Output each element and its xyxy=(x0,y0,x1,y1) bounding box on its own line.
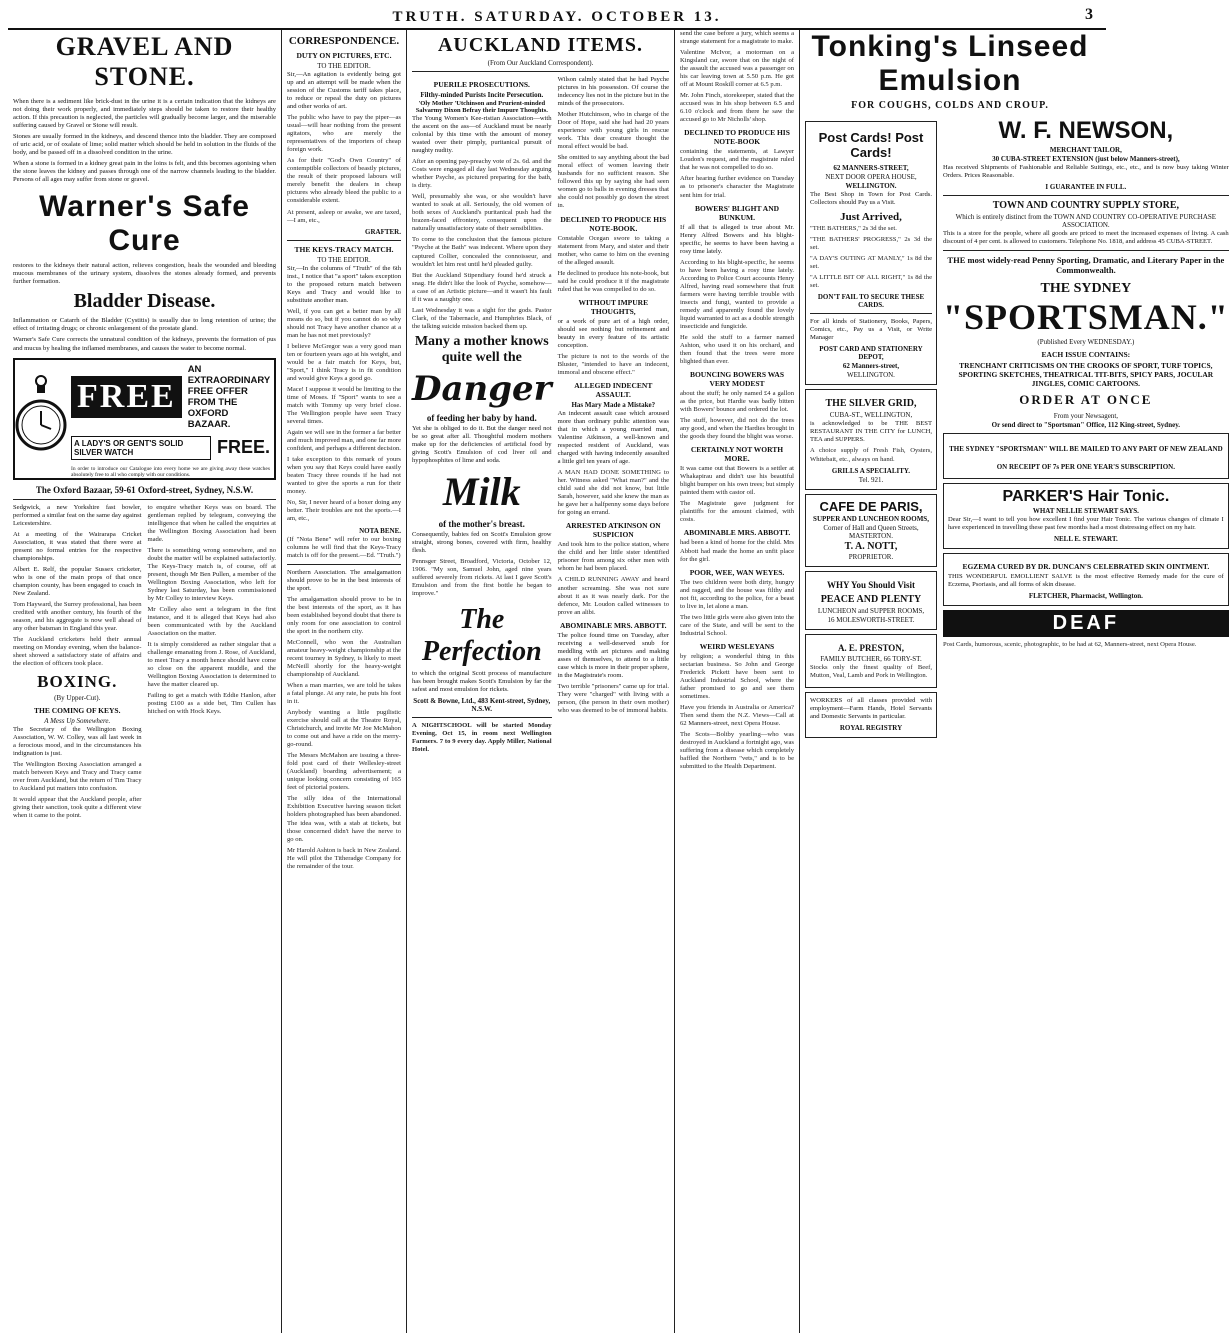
column-1 xyxy=(8,30,282,1333)
newson-trade: MERCHANT TAILOR, xyxy=(1049,146,1122,154)
boxing-heading: BOXING. xyxy=(37,672,118,692)
nightschool-ad: A NIGHTSCHOOL will be started Monday Evening, Oct 15, in room next Wellington Farmers. 7 to 9 every day. Apply Miller, National Hotel. xyxy=(412,722,552,754)
oxford-bazaar-ad: FREE AN EXTRAORDINARY FREE OFFER FROM THE OXFORD BAZAAR. A LADY'S OR GENT'S SOLID SILVER WATCH FREE. In order to introduce our Catalogue into every home we are giving away these watches absolutely free to all who comply with our conditions. xyxy=(13,358,276,480)
masthead xyxy=(8,6,1106,30)
silver-grid-tel: Tel. 921. xyxy=(858,475,884,484)
puerile-subheading-2: 'Oly Mother 'Utchinson and Prurient-minded Salvarmy Dixon Befray their Impure Thoughts. xyxy=(415,100,548,114)
postcards-tagline: The Best Shop in Town for Post Cards. Collectors should Pay us a Visit. xyxy=(810,191,932,207)
peace-subheading: LUNCHEON and SUPPER ROOMS, xyxy=(817,606,925,615)
keys-paragraph: Sir,—In the columns of "Truth" of the 6th inst., I notice that "a sport" takes exception to the proposed return match between Keys and Tracy and would like to substitute another man. xyxy=(287,264,401,304)
declined-heading: DECLINED TO PRODUCE HIS NOTE-BOOK. xyxy=(560,214,667,233)
card-item: "THE BATHERS," 2s 3d the set. xyxy=(810,225,897,233)
preston-ad: A. E. PRESTON, FAMILY BUTCHER, 66 TORY-ST. Stocks only the finest quality of Beef, Mutton, Veal, Lamb and Pork in Wellington. xyxy=(805,634,937,688)
bouncing-heading: BOUNCING BOWERS WAS VERY MODEST xyxy=(689,370,785,389)
gravel-paragraph: When there is a sediment like brick-dust in the urine it is a certain indication that the kidneys are not doing their work properly, and immediately steps should be taken to restore their healthy action. If this precaution is neglected, the particles will gradually become larger, and the miserable suffering caused by Gravel or Stone will result. xyxy=(13,98,276,130)
signature-grafter: GRAFTER. xyxy=(365,227,401,236)
gravel-paragraph: When a stone is formed in a kidney great pain in the loins is felt, and this becomes agonising when the stone leaves the kidney and passes through one of the narrow channels leading to the bladder. Persons of all ages may suffer from stone or gravel. xyxy=(13,160,276,184)
card-item: "THE BATHERS' PROGRESS," 2s 3d the set. xyxy=(810,236,932,252)
order-heading: ORDER AT ONCE xyxy=(1019,392,1153,408)
bladder-paragraph: Inflammation or Catarrh of the Bladder (Cystitis) is usually due to long retention of urine; the effect of irritating drugs; or chronic enlargement of the prostate gland. xyxy=(13,317,276,333)
milk-subheading: of the mother's breast. xyxy=(438,518,525,529)
the-sydney: THE SYDNEY xyxy=(1040,280,1132,296)
warner-heading: Warner's Safe Cure xyxy=(39,190,250,258)
weird-heading: WEIRD WESLEYANS xyxy=(699,641,775,651)
silver-grid-text: is acknowledged to be THE BEST RESTAURANT IN THE CITY for LUNCH, TEA and SUPPERS. xyxy=(810,420,932,444)
eczema-signature: FLETCHER, Pharmacist, Wellington. xyxy=(1028,592,1143,601)
parker-heading: PARKER'S Hair Tonic. xyxy=(1002,488,1170,506)
free-label: FREE. xyxy=(217,437,271,458)
cafe-subheading: SUPPER AND LUNCHEON ROOMS, xyxy=(813,514,929,523)
keys-tracy-heading: THE KEYS-TRACY MATCH. xyxy=(294,244,394,254)
cafe-address: Corner of Hall and Queen Streets, MASTERTON. xyxy=(823,523,919,540)
each-issue: EACH ISSUE CONTAINS: xyxy=(1041,349,1131,359)
abominable-paragraph: The police found time on Tuesday, after receiving a well-deserved snub for meddling with art pictures and making asses of themselves, to attend to a little case which is more in their proper sphere, in the Magistrate's room. xyxy=(557,631,669,679)
eczema-heading: EGZEMA CURED BY DR. DUNCAN'S CELEBRATED SKIN OINTMENT. xyxy=(962,562,1210,572)
keys-paragraph-2: Northern Association. The amalgamation should prove to be in the best interests of the sport. xyxy=(287,568,401,592)
peace-ad xyxy=(805,571,937,630)
supply-subheading: Which is entirely distinct from the TOWN AND COUNTRY CO-OPERATIVE PURCHASE ASSOCIATION. xyxy=(955,213,1217,230)
column-2: CORRESPONDENCE. DUTY ON PICTURES, ETC. TO THE EDITOR. Sir,—An agitation is evidently being got up and an attempt will be made when the session of the Customs tariff takes place, to reduce or repeal the duty on pictures and other works of art. The public who have to pay the piper—as usual—will hear nothing from the present agitators, who are merely the representatives of the importers of cheap foreign work. As for their "God's Own Country" of contemptible collectors of beastly pictures, the result of their proposed labours will merely benefit the dealers in cheap pictures who already bleed the public to a considerable extent. At present, asleep or awake, we are taxed,—I am, etc., GRAFTER. THE KEYS-TRACY MATCH. TO THE EDITOR. Sir,—In the columns of "Truth" of the 6th inst., I notice that "a sport" takes exception to the proposed return match between Keys and Tracy and would like to substitute another man. Well, if you can get a better man by all means do so, but if you cannot do so why should not Tracy have another chance at a man he has not met previously? I believe McGregor was a very good man ten or fourteen years ago at his weight, and would be a fair match for Keys, but, "Sport," I think Tracy is in fit condition and would give Keys a good go. Mace! I suppose it would be limiting to the time of Moses. If "Sport" wants to see a match with Tommy up very brief close. The Wellington people have seen Tracy several times. Again we will see in the former a far better and much improved man, and one far more confident, and perhaps a different decision. I take exception to this remark of yours when you say that Keys could have easily beaten Tracy three rounds if he had not wanted to give the sports a run for their money. No, Sir, I never heard of a boxer doing any better. Their troubles are not the sports.—I am, etc., NOTA BENE. (If "Nota Bene" will refer to our boxing columns he will find that the Keys-Tracy match is off for the present.—Ed. "Truth.") Northern Association. The amalgamation should prove to be in the best interests of the sport. The amalgamation should prove to be in the best interests of the sport, as it has been established beyond doubt that there is only room for one association to control the sport in the northern city. McConnell, who won the Australian amateur heavy-weight championship at the recent tourney in Sydney, is likely to meet McNeill shortly for the heavy-weight championship of Auckland. When a man marries, we are told he takes a fatal plunge. At any rate, he puts his foot in it. Anybody wanting a little pugilistic exercise should call at the Theatre Royal, Christchurch, and invite Mr Joe McMahon to come out and have a ride on the merry-go-round. The Messrs McMahon are issuing a three-fold post card of their Wellesley-street (Auckland) boarding advertisement; a unique looking concern consisting of 165 feet of pictorial posters. The silly idea of the International Exhibition Executive having season ticket holders photographed has been abandoned. The idea was, with a stab at tickets, but those concerned didn't have the nerve to go on. Mr Harold Ashton is back in New Zealand. He will pilot the Titheradge Company for the remainder of the tour. xyxy=(282,30,407,1333)
coming-of-keys-heading: THE COMING OF KEYS. xyxy=(34,706,121,716)
boxing-byline: (By Upper-Cut). xyxy=(54,694,101,703)
column-3 xyxy=(407,30,675,1333)
scott-address: Scott & Bowne, Ltd., 483 Kent-street, Sydney, N.S.W. xyxy=(413,697,551,714)
perfection-heading: The Perfection xyxy=(421,604,542,668)
duty-heading: DUTY ON PICTURES, ETC. xyxy=(296,51,392,60)
column-container xyxy=(8,30,1229,1333)
newsagent-line: From your Newsagent, xyxy=(1053,412,1119,421)
puerile-heading: PUERILE PROSECUTIONS. xyxy=(433,80,530,89)
masthead-title: TRUTH. SATURDAY. OCTOBER 13. xyxy=(392,8,722,25)
workers-text: WORKERS of all classes provided with employment—Farm Hands, Hotel Servants and Domestic Servants in particular. xyxy=(810,696,932,720)
postcards-note: Post Cards, humorous, scenic, photographic, to be had at 62, Manners-street, next Opera House. xyxy=(943,641,1197,649)
postcards-address: NEXT DOOR OPERA HOUSE, xyxy=(825,173,917,181)
postcards-heading: Post Cards! Post Cards! xyxy=(818,130,924,160)
mess-up-subheading: A Mess Up Somewhere. xyxy=(44,717,111,726)
alleged-subheading: Has Mary Made a Mistake? xyxy=(571,400,656,409)
signature-nota-bene: NOTA BENE. xyxy=(359,526,401,535)
depot-city: WELLINGTON. xyxy=(847,371,895,380)
depot-address: 62 Manners-street, xyxy=(842,362,900,371)
gravel-paragraph: Stones are usually formed in the kidneys, and descend thence into the bladder. They are composed of uric acid, or of oxalate of lime; solid matter which should be held in solution in the fluids of the body, and be passed off in a dissolved condition in the urine. xyxy=(13,133,276,157)
column-4: send the case before a jury, which seems a strange statement for a magistrate to make. Valentine McIvor, a motorman on a Kingsland car, swore that on the night of the assault the accused was a passenger on his car leaving town at 5.50 p.m. He got off at Mount Roskill corner at 6.5 p.m. Mr. John Finch, storekeeper, stated that the accused was in his shop between 6.5 and 6.10 o'clock and from there he saw the accused go to Mr Nicholls' shop. DECLINED TO PRODUCE HIS NOTE-BOOK containing the statements, at Lawyer Loudon's request, and the magistrate ruled that he was not compelled to do so. After hearing further evidence on Tuesday as to prisoner's character the Magistrate sent him for trial. BOWERS' BLIGHT AND BUNKUM. If all that is alleged is true about Mr. Henry Alfred Bowers and his blight-specific, he seems to have been having a rosy time lately. According to his blight-specific, he seems to have been having a rosy time lately. According to Police Court accounts Henry Alfred, having read somewhere that fruit farmers were having terrible trouble with insects and fungi, wanted to provide a remedy and apparently found the lovely liquid warranted to act as a double strength insecticide and fungicide. He sold the stuff to a farmer named Ashton, who used it on his orchard, and then found that the trees were more blighted than ever. BOUNCING BOWERS WAS VERY MODEST about the stuff; he only named £4 a gallon as the price, but Hardie was badly bitten with Bowers' bounce and ordered the lot. The stuff, however, did not do the trees any good, and when the Hardies brought in the goods they found the blight was worse. CERTAINLY NOT WORTH MORE. It was came out that Bowers is a settler at Whakapirau and didn't use his beautiful blight bumper on his own trees; but simply painted them with castor oil. The Magistrate gave judgment for plaintiffs for the amount claimed, with costs. ABOMINABLE MRS. ABBOTT. had been a kind of home for the child. Mrs Abbott had made the home an unfit place for the girl. POOR, WEE, WAN WEYES. The two children were both dirty, hungry and ragged, and the house was filthy and not fit, according to the police, for a beast to live in, let alone a man. The two little girls were also given into the care of the State, and will be sent to the Industrial School. WEIRD WESLEYANS by religion; a wonderful thing in this sectarian business. So John and George Frederick Pickett have been sent to Auckland Industrial School, where the father promised to go and see them sometimes. Have you friends in Australia or America? Then send them the N.Z. Views—Call at 62 Manners-street, next Opera House. The Scots—Boltby yearling—who was destroyed in Auckland a fortnight ago, was suffering from a disease which completely baffled the Northern "vets," and is to be submitted to the Health Department. xyxy=(675,30,800,1333)
deaf-banner: DEAF xyxy=(943,610,1229,637)
cafe-proprietor-title: PROPRIETOR. xyxy=(848,552,894,561)
worth-heading: CERTAINLY NOT WORTH MORE. xyxy=(690,445,784,464)
eczema-text: THIS WONDERFUL EMOLLIENT SALVE is the most effective Remedy made for the cure of Eczema, Psoriasis, and all forms of skin disease. xyxy=(948,573,1224,589)
poor-heading: POOR, WEE, WAN WEYES. xyxy=(689,567,785,577)
gravel-heading: GRAVEL AND STONE. xyxy=(55,32,234,91)
arrested-heading: ARRESTED ATKINSON ON SUSPICION xyxy=(565,521,661,540)
ad-column-left xyxy=(805,117,937,742)
duty-paragraph: Sir,—An agitation is evidently being got up and an attempt will be made when the session of the Customs tariff takes place, to reduce or repeal the duty on pictures and other works of art. xyxy=(287,71,401,111)
danger-subheading: of feeding her baby by hand. xyxy=(426,412,537,423)
without-heading: WITHOUT IMPURE THOUGHTS, xyxy=(578,297,649,316)
preston-heading: A. E. PRESTON, xyxy=(837,642,905,653)
ad-column-right xyxy=(943,117,1229,742)
parker-signature: NELL E. STEWART. xyxy=(1053,535,1118,544)
auckland-heading: AUCKLAND ITEMS. xyxy=(437,34,644,56)
sport-paragraph: Sedgwick, a new Yorkshire fast bowler, performed a similar feat on the same day against Leicestershire. xyxy=(13,503,142,527)
supply-text: This is a store for the people, where all goods are priced to meet the increased expenses of living. A cash discount of 4 per cent. is allowed to customers. Telephone No. 1818, and address 45 CUBA-STREET. xyxy=(943,230,1229,246)
sport-paragraph: Albert E. Relf, the popular Sussex cricketer, who is one of the main props of that once champion county, has been engaged to coach in New Zealand. xyxy=(13,565,142,597)
bowers-heading: BOWERS' BLIGHT AND BUNKUM. xyxy=(694,203,780,222)
grills: GRILLS A SPECIALITY. xyxy=(831,466,911,475)
declined-note: DECLINED TO PRODUCE HIS NOTE-BOOK xyxy=(684,128,790,147)
correspondence-heading: CORRESPONDENCE. xyxy=(288,35,400,47)
auckland-columns: PUERILE PROSECUTIONS. Filthy-minded Purists Incite Persecution. 'Oly Mother 'Utchinson and Prurient-minded Salvarmy Dixon Befray their Impure Thoughts. The Young Women's Kee-ristian Association—with the ascent on the ass—of Auckland must be nearly colonial by this time with the amount of money wasted over their pimply, puritanical pursuit of naughty nudity. After an opening pay-preachy vote of 2s. 6d. and the Costs were engaged all day last Wednesday arguing whether Psyche, as pictured preparing for the bath, is dirty. Well, presumably she was, or she wouldn't have wanted to soak at all. Seriously, the old women of both sexes of Auckland's puritanical push had the brazen-faced effrontery, consequent upon the naturally unsatisfactory state of their sensibilities. To come to the conclusion that the famous picture "Psyche at the Bath" was indecent. Where upon they captured Collier, concealed the connoisseur, and wouldn't let him rest until he'd pleaded guilty. But the Auckland Stipendiary found he'd struck a snag. He didn't like the look of Psyche, somehow—a case of an Artistic picture—and it wasn't his fault if it was a naughty one. Last Wednesday it was a sight for the gods. Pastor Clark, of the Tabernacle, and Humphries Black, of the talking suicide mission backed them up. Many a mother knows quite well the Danger of feeding her baby by hand. Yet she is obliged to do it. But the danger need not be so great after all. Thoughtful modern mothers make up for the deficiencies of artificial food by giving Scott's Emulsion of cod liver oil and hypophosphites of lime and soda. Milk of the mother's breast. Consequently, babies fed on Scott's Emulsion grow straight, strong bones, covered with firm, healthy flesh. Pennsger Street, Broadford, Victoria, October 12, 1906. "My son, Samuel John, aged nine years suffered severely from rickets. At last I gave Scott's Emulsion and from the first bottle he began to improve." The Perfection to which the original Scott process of manufacture has been brought makes Scott's Emulsion by far the safest and most emulsion for rickets. Scott & Bowne, Ltd., 483 Kent-street, Sydney, N.S.W. A NIGHTSCHOOL will be started Monday Evening, Oct 15, in room next Wellington Farmers. 7 to 9 every day. Apply Miller, National Hotel. Wilson calmly stated that he had Psyche pictures in his possession. Of course the indecency lies not in the picture but in the minds of the prosecutors. Mother Hutchinson, who in charge of the Door of Hope, said she had had 20 years experience with young girls in rescue work. This dear creature thought the moral effect would be bad. She omitted to say anything about the bad moral effect of women leaving their husbands for no sufficient reason. She followed this up by saying she had seen women go to balls in evening dresses that she could not possibly go down the street in. DECLINED TO PRODUCE HIS NOTE-BOOK. Constable Ocegan swore to taking a statement from Mary, and sister and their mother, who came to him on the evening of the alleged assault. He declined to produce his note-book, but said he could produce it if the magistrate ruled that he was compelled to do so. WITHOUT IMPURE THOUGHTS, or a work of pure art of a high order, should see nothing but refinement and beauty in every feature of its artistic conception. The picture is not to the words of the Bluster, "intended to have an indecent, immoral and obscene effect." ALLEGED INDECENT ASSAULT. Has Mary Made a Mistake? An indecent assault case which aroused more than ordinary public attention was that in which a young married man, Valentine Atkinson, a well-known and respected resident of Auckland, was charged with having indecently assaulted a little girl ten years of age. A MAN HAD DONE SOMETHING to her. Witness asked "What man?" and the child said she did not know, but little Sarah, however, said she knew the man as he gave her a halfpenny some days before for going an errand. ARRESTED ATKINSON ON SUSPICION And took him to the police station, where the child and her little sister identified prisoner from among six other men with whom he had been placed. A CHILD RUNNING AWAY and heard another screaming. She was not sure about it as it was nearly dark. For the defence, Mr. Loudon called witnesses to prove an alibi. ABOMINABLE MRS. ABBOTT. The police found time on Tuesday, after receiving a well-deserved snub for meddling with art pictures and making asses of themselves, to attend to a little case which is more in their proper sphere, in the Magistrate's room. Two terrible "prisoners" came up for trial. They were "charged" with living with a person, (the person in their own mother) who was deemed to be of immoral habits. xyxy=(412,76,669,754)
perfection-paragraph: to which the original Scott process of manufacture has been brought makes Scott's Emulsion by far the safest and most emulsion for rickets. xyxy=(412,670,552,694)
most-widely-read: THE most widely-read Penny Sporting, Dramatic, and Literary Paper in the Commonwealth. xyxy=(947,255,1225,276)
danger-paragraph: Yet she is obliged to do it. But the danger need not be so great after all. Thoughtful modern mothers make up for the deficiencies of artificial food by giving Scott's Emulsion of cod liver oil and hypophosphites of lime and soda. xyxy=(412,424,552,464)
newson-guarantee: I GUARANTEE IN FULL. xyxy=(1045,183,1127,192)
milk-heading: Milk xyxy=(442,468,521,514)
column-5 xyxy=(800,30,1229,1333)
sport-paragraph: At a meeting of the Wairarapa Cricket Association, it was stated that there were at present no formal entries for the respective championships. xyxy=(13,530,142,562)
newson-text: Has received Shipments of Fashionable and Reliable Suitings, etc., etc., and is now busy taking Winter Orders. Prices Reasonable. xyxy=(943,164,1229,180)
depot-heading: POST CARD AND STATIONERY DEPOT, xyxy=(819,345,923,362)
bowers-paragraph: If all that is alleged is true about Mr. Henry Alfred Bowers and his blight-specific, he seems to have been having a rosy time lately. xyxy=(680,223,794,255)
parker-ad xyxy=(943,483,1229,549)
free-offer-heading: AN EXTRAORDINARY FREE OFFER FROM THE OXFORD BAZAAR. xyxy=(187,363,271,430)
parker-text: Dear Sir,—I want to tell you how excellent I find your Hair Tonic. The various changes of climate I have experienced in travelling these past few months had a most distressing effect on my hair. xyxy=(948,516,1224,532)
watch-icon xyxy=(15,360,67,478)
peace-heading: PEACE AND PLENTY xyxy=(820,593,922,605)
dont-fail: DON'T FAIL TO SECURE THESE CARDS. xyxy=(817,293,925,310)
silver-grid-ad: THE SILVER GRID, CUBA-ST., WELLINGTON, is acknowledged to be THE BEST RESTAURANT IN THE CITY for LUNCH, TEA and SUPPERS. A choice supply of Fresh Fish, Oysters, Whitebait, etc., always on hand. GRILLS A SPECIALITY. Tel. 921. xyxy=(805,389,937,489)
oxford-address: The Oxford Bazaar, 59-61 Oxford-street, Sydney, N.S.W. xyxy=(35,484,254,495)
page-number: 3 xyxy=(1085,6,1096,23)
abominable-heading: ABOMINABLE MRS. ABBOTT. xyxy=(560,620,667,630)
silver-grid-heading: THE SILVER GRID, xyxy=(825,398,917,410)
preston-subheading: FAMILY BUTCHER, 66 TORY-ST. xyxy=(820,654,922,663)
to-editor: TO THE EDITOR. xyxy=(317,255,371,264)
boxing-paragraph: The Secretary of the Wellington Boxing Association, W. W. Colley, was all last week in a ferocious mood, and in the circumstances his indignation is just. xyxy=(13,726,142,758)
stationery-text: For all kinds of Stationery, Books, Papers, Comics, etc., Pay us a Visit, or Write Manager xyxy=(810,318,932,342)
abominable-note: ABOMINABLE MRS. ABBOTT. xyxy=(683,528,791,538)
to-editor: TO THE EDITOR. xyxy=(317,62,371,70)
card-item: "A DAY'S OUTING AT MANLY," 1s 8d the set. xyxy=(810,255,932,271)
watch-label: A LADY'S OR GENT'S SOLID SILVER WATCH xyxy=(71,436,211,460)
alleged-paragraph: An indecent assault case which aroused more than ordinary public attention was that in which a young married man, Valentine Atkinson, a well-known and respected resident of Auckland, was charged with having indecently assaulted a little girl ten years of age. xyxy=(557,409,669,466)
newson-address: 30 CUBA-STREET EXTENSION (just below Manners-street), xyxy=(992,155,1180,163)
sport-columns: Sedgwick, a new Yorkshire fast bowler, performed a similar feat on the same day against Leicestershire. At a meeting of the Wairarapa Cricket Association, it was stated that there were at present no formal entries for the respective championships. Albert E. Relf, the popular Sussex cricketer, who is one of the main props of that once champion county, has been engaged to coach in New Zealand. Tom Hayward, the Surrey professional, has been credited with another century, his fourth of the season, and his aggregate is now well ahead of any other batsman in England this year. The Auckland cricketers held their annual meeting on Monday evening, when the balance-sheet showed a satisfactory state of affairs and the election of officers took place. BOXING. (By Upper-Cut). THE COMING OF KEYS. A Mess Up Somewhere. The Secretary of the Wellington Boxing Association, W. W. Colley, was all last week in a ferocious mood, and in the circumstances his indignation is just. The Wellington Boxing Association arranged a match between Keys and Tracy and Tracy came over from Auckland, but the return of Tim Tracy to Auckland put matters into confusion. It would appear that the Auckland people, after giving their sanction, took quite a different view when it came to the point. to enquire whether Keys was on board. The gentleman replied by telegram, conveying the intelligence that when he called the enquiries at the Wellington Boxing Association had been made. There is something wrong somewhere, and no doubt the matter will be explained satisfactorily. The Keys-Tracy match is, of course, off at present, though Mr Ben Pullen, a member of the Wellington Boxing Association, who left for Sydney last Saturday, has been commissioned by Mr Colley to interview Keys. Mr Colley also sent a telegram in the first instance, and it is alleged that Keys had also been communicated with by the Auckland Association on the matter. It is simply considered as rather singular that a challenge emanating from J. Rose, of Auckland, to meet Tracy a month hence should have come so close on the apparent muddle, and the Wellington Boxing Association is determined to have the matter cleared up. Failing to get a match with Eddie Hanlon, after posting £100 as a side bet, Tim Cullen has hitched on with Hock Keys. xyxy=(13,503,276,820)
sportsman-contents: TRENCHANT CRITICISMS ON THE CROOKS OF SPORT, TURF TOPICS, SPORTING SKETCHES, THEATRICAL TIT-BITS, SPICY PARS, JOCULAR JINGLES, COMIC CARTOONS. xyxy=(958,360,1214,388)
why-heading: WHY You Should Visit xyxy=(826,579,916,590)
newson-heading: W. F. NEWSON, xyxy=(998,117,1174,144)
cafe-ad xyxy=(805,494,937,567)
without-paragraph: or a work of pure art of a high order, should see nothing but refinement and beauty in every feature of its artistic conception. xyxy=(557,317,669,349)
mailed-notice xyxy=(943,433,1229,479)
milk-paragraph: Consequently, babies fed on Scott's Emulsion grow straight, strong bones, covered with firm, healthy flesh. xyxy=(412,530,552,554)
peace-address: 16 MOLESWORTH-STREET. xyxy=(827,615,915,624)
free-badge: FREE xyxy=(71,376,182,418)
postcard-ad xyxy=(805,121,937,385)
bladder-paragraph: Warner's Safe Cure corrects the unnatural condition of the kidneys, prevents the formation of pus and mucus by healing the inflamed membranes, and causes the water to become normal. xyxy=(13,336,276,352)
workers-ad xyxy=(805,692,937,738)
warner-paragraph: restores to the kidneys their natural action, relieves congestion, heals the wounded and bleeding mucous membranes of the urinary system, dissolves the stones already formed, and prevents further formation. xyxy=(13,262,276,286)
card-item: "A LITTLE BIT OF ALL RIGHT," 1s 8d the set. xyxy=(810,274,932,290)
sportsman-heading: "SPORTSMAN." xyxy=(943,296,1229,337)
royal-registry: ROYAL REGISTRY xyxy=(839,723,903,732)
supply-heading: TOWN AND COUNTRY SUPPLY STORE, xyxy=(992,200,1179,212)
postcards-city: WELLINGTON. xyxy=(845,182,897,190)
cafe-heading: CAFE DE PARIS, xyxy=(819,498,923,514)
ad-columns xyxy=(805,117,1229,742)
danger-heading: Danger xyxy=(412,368,552,409)
mother-heading: Many a mother knows quite well the xyxy=(414,333,549,365)
tonkings-subheading: FOR COUGHS, COLDS AND CROUP. xyxy=(851,100,1049,111)
send-direct: Or send direct to "Sportsman" Office, 112 King-street, Sydney. xyxy=(991,421,1181,430)
parker-what: WHAT NELLIE STEWART SAYS. xyxy=(1032,507,1139,516)
alleged-heading: ALLEGED INDECENT ASSAULT. xyxy=(574,380,653,399)
auckland-source: (From Our Auckland Correspondent). xyxy=(487,59,594,67)
puerile-subheading: Filthy-minded Purists Incite Persecution. xyxy=(420,91,544,99)
postcards-address: 62 MANNERS-STREET, xyxy=(833,164,909,172)
auckland-paragraph-2: Wilson calmly stated that he had Psyche pictures in his possession. Of course the indecency lies not in the picture but in the minds of the prosecutors. xyxy=(557,76,669,108)
silver-grid-address: CUBA-ST., WELLINGTON, xyxy=(829,411,913,420)
eczema-ad xyxy=(943,553,1229,606)
sportsman-published: (Published Every WEDNESDAY.) xyxy=(1037,337,1135,346)
tonkings-heading: Tonking's Linseed Emulsion xyxy=(811,30,1089,97)
just-arrived: Just Arrived, xyxy=(840,211,902,224)
mailed-text: THE SYDNEY "SPORTSMAN" WILL BE MAILED TO ANY PART OF NEW ZEALAND ON RECEIPT OF 7s PER ONE YEAR'S SUBSCRIPTION. xyxy=(949,445,1223,472)
cafe-proprietor: T. A. NOTT, xyxy=(844,540,898,552)
bladder-heading: Bladder Disease. xyxy=(73,290,216,313)
auckland-paragraph: The Young Women's Kee-ristian Association—with the ascent on the ass—of Auckland must be nearly colonial by this time with the amount of money wasted over their pimply, puritanical pursuit of naughty nudity. xyxy=(412,115,552,155)
